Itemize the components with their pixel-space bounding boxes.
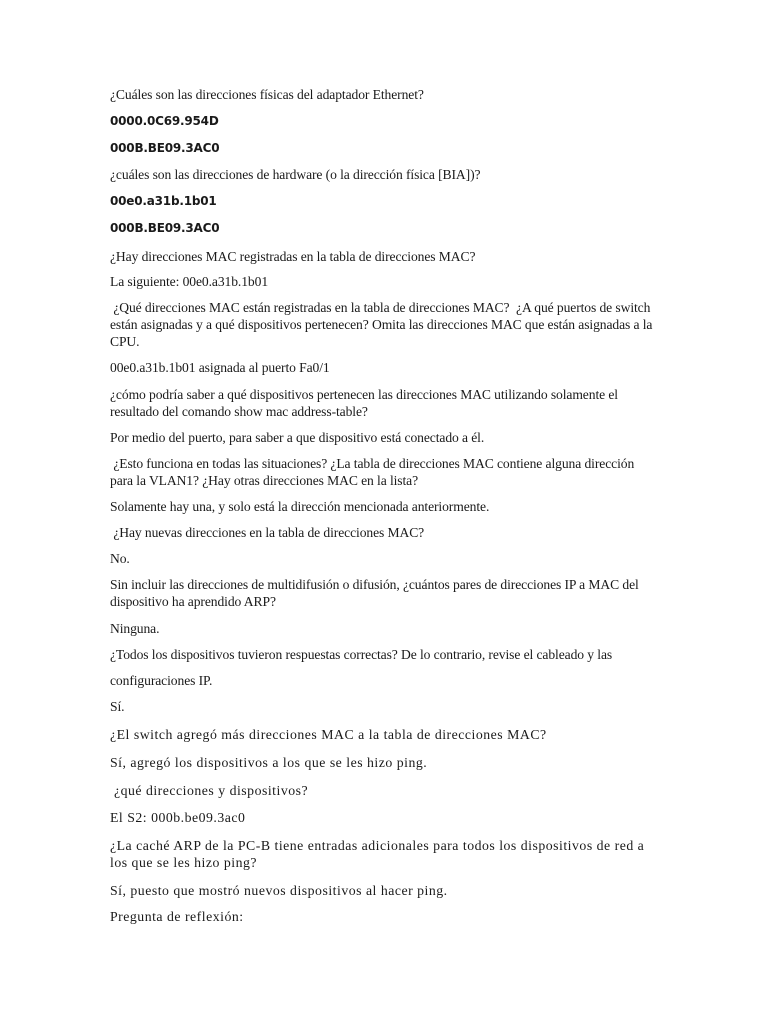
question-mac-registered: ¿Hay direcciones MAC registradas en la tabla de direcciones MAC? [110, 249, 476, 264]
answer-paragraph: Ninguna. [110, 621, 160, 636]
answer-mac-address: 0000.0C69.954D [110, 114, 219, 128]
question-hardware-addresses: ¿cuáles son las direcciones de hardware (o la dirección física [BIA])? [110, 167, 481, 182]
question-paragraph: ¿Todos los dispositivos tuvieron respuestas correctas? De lo contrario, revise el cableado y las [110, 647, 613, 662]
answer-paragraph: Sí, puesto que mostró nuevos dispositivos al hacer ping. [110, 883, 448, 898]
answer-paragraph: Por medio del puerto, para saber a que dispositivo está conectado a él. [110, 430, 485, 445]
answer-paragraph: No. [110, 551, 130, 566]
answer-mac-address: 000B.BE09.3AC0 [110, 141, 220, 155]
question-paragraph-continued: configuraciones IP. [110, 673, 213, 688]
answer-paragraph: Solamente hay una, y solo está la dirección mencionada anteriormente. [110, 499, 490, 514]
question-paragraph: ¿Hay nuevas direcciones en la tabla de direcciones MAC? [110, 525, 425, 540]
answer-paragraph: El S2: 000b.be09.3ac0 [110, 810, 246, 825]
question-paragraph: ¿cómo podría saber a qué dispositivos pertenecen las direcciones MAC utilizando solamente el resultado del comando show mac address-table? [110, 387, 622, 419]
answer-paragraph: 00e0.a31b.1b01 asignada al puerto Fa0/1 [110, 360, 330, 375]
question-paragraph: ¿qué direcciones y dispositivos? [110, 783, 309, 798]
answer-paragraph: Sí. [110, 699, 125, 714]
question-paragraph: Sin incluir las direcciones de multidifusión o difusión, ¿cuántos pares de direcciones IP a MAC del dispositivo ha aprendido ARP? [110, 577, 643, 609]
answer-mac-address: 00e0.a31b.1b01 [110, 194, 217, 208]
question-paragraph: ¿La caché ARP de la PC-B tiene entradas adicionales para todos los dispositivos de red a los que se les hizo ping? [110, 838, 649, 870]
answer-paragraph: Sí, agregó los dispositivos a los que se les hizo ping. [110, 755, 428, 770]
question-paragraph: ¿Qué direcciones MAC están registradas en la tabla de direcciones MAC? ¿A qué puertos de switch están asignadas y a qué dispositivos pertenecen? Omita las direcciones MAC que están asignadas a la CPU. [110, 300, 656, 349]
question-paragraph: ¿El switch agregó más direcciones MAC a la tabla de direcciones MAC? [110, 727, 547, 742]
section-heading: Pregunta de reflexión: [110, 909, 244, 924]
question-paragraph: ¿Esto funciona en todas las situaciones? ¿La tabla de direcciones MAC contiene alguna dirección para la VLAN1? ¿Hay otras direcciones MAC en la lista? [110, 456, 638, 488]
answer-mac-address: 000B.BE09.3AC0 [110, 221, 220, 235]
question-physical-addresses: ¿Cuáles son las direcciones físicas del adaptador Ethernet? [110, 87, 424, 102]
answer-paragraph: La siguiente: 00e0.a31b.1b01 [110, 274, 269, 289]
